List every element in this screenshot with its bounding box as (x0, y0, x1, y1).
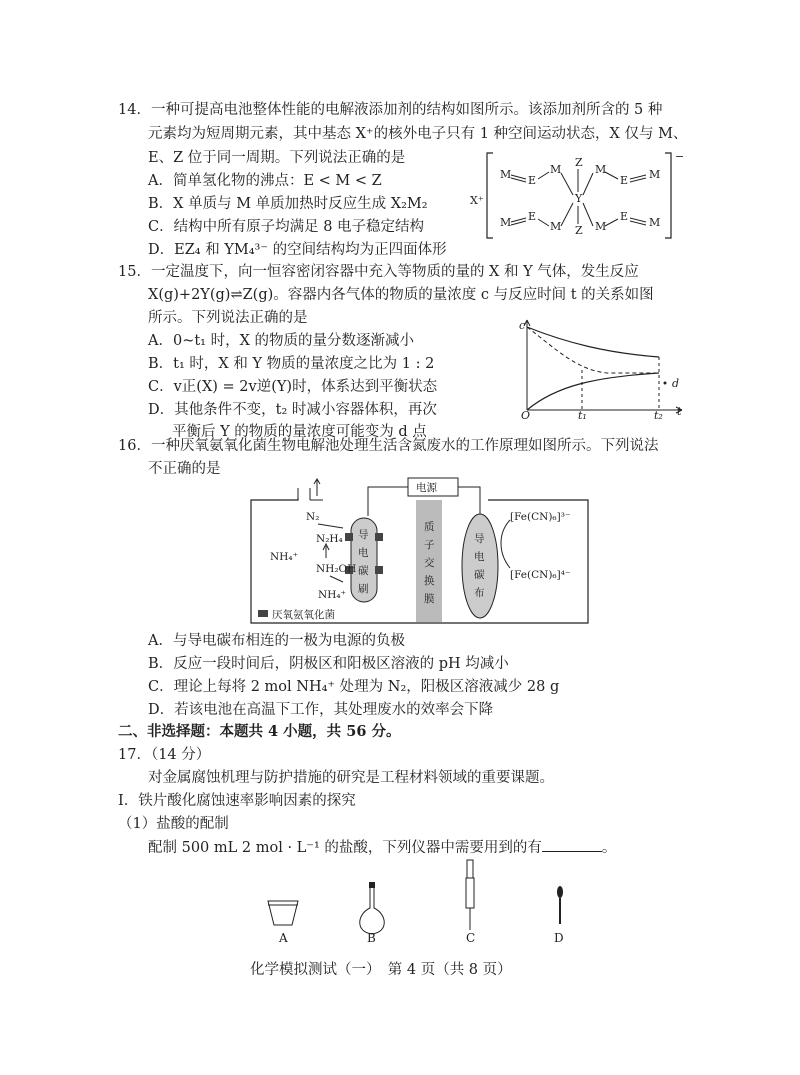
svg-text:A: A (279, 931, 288, 945)
svg-text:碳: 碳 (474, 569, 485, 581)
svg-text:质: 质 (424, 521, 435, 533)
svg-text:导: 导 (474, 533, 485, 545)
q16-stem-2: 不正确的是 (148, 461, 221, 477)
svg-text:膜: 膜 (424, 593, 435, 605)
svg-text:−: − (675, 150, 685, 163)
svg-text:厌氧氨氧化菌: 厌氧氨氧化菌 (272, 609, 335, 621)
instrument-d-dropper (546, 858, 576, 945)
instrument-c-pipette (456, 858, 486, 945)
svg-text:NH₂OH: NH₂OH (316, 563, 357, 575)
q15-option-d: D．其他条件不变，t₂ 时减小容器体积，再次 (148, 402, 437, 418)
q15-concentration-graph (517, 315, 687, 422)
svg-text:导: 导 (358, 529, 369, 541)
svg-text:E: E (620, 210, 629, 223)
q17-part-1: Ⅰ．铁片酸化腐蚀速率影响因素的探究 (118, 793, 356, 809)
instrument-a-funnel (264, 895, 304, 955)
q14-structure-figure (465, 148, 685, 248)
svg-text:Z: Z (575, 156, 583, 169)
svg-text:M: M (500, 216, 512, 229)
q17-intro: 对金属腐蚀机理与防护措施的研究是工程材料领域的重要课题。 (148, 770, 554, 786)
q16-option-a: A．与导电碳布相连的一极为电源的负极 (148, 633, 405, 649)
q15-option-a: A．0~t₁ 时，X 的物质的量分数逐渐减小 (148, 333, 415, 349)
svg-text:刷: 刷 (358, 583, 369, 595)
svg-text:d: d (672, 377, 680, 390)
svg-text:t₁: t₁ (578, 409, 587, 422)
svg-text:X⁺: X⁺ (470, 194, 484, 207)
svg-text:Y: Y (575, 192, 583, 205)
q15-option-c: C．v正(X) = 2v逆(Y)时，体系达到平衡状态 (148, 379, 438, 395)
q15-stem-1: 15．一定温度下，向一恒容密闭容器中充入等物质的量的 X 和 Y 气体，发生反应 (118, 264, 639, 280)
q14-stem-2: 元素均为短周期元素，其中基态 X⁺的核外电子只有 1 种空间运动状态，X 仅与 M、 (148, 126, 688, 142)
svg-text:t: t (677, 405, 682, 418)
svg-text:布: 布 (474, 587, 485, 599)
svg-text:C: C (466, 931, 476, 945)
svg-text:交: 交 (424, 557, 435, 569)
svg-text:N₂H₄: N₂H₄ (316, 533, 343, 545)
q14-stem-3: E、Z 位于同一周期。下列说法正确的是 (148, 150, 406, 166)
svg-text:NH₄⁺: NH₄⁺ (318, 589, 347, 601)
svg-text:D: D (554, 931, 564, 945)
svg-text:子: 子 (424, 539, 435, 551)
q14-option-a: A．简单氢化物的沸点：E < M < Z (148, 173, 382, 189)
svg-text:M: M (550, 163, 562, 176)
svg-text:E: E (620, 174, 629, 187)
svg-text:O: O (521, 409, 531, 422)
q16-option-b: B．反应一段时间后，阴极区和阳极区溶液的 pH 均减小 (148, 656, 509, 672)
svg-text:N₂: N₂ (306, 511, 320, 523)
svg-text:电: 电 (358, 547, 369, 559)
svg-text:Z: Z (575, 224, 583, 237)
svg-text:E: E (528, 210, 537, 223)
svg-text:t₂: t₂ (654, 409, 663, 422)
q15-stem-3: 所示。下列说法正确的是 (148, 310, 308, 326)
svg-text:B: B (367, 931, 376, 945)
q17-prompt-text: 配制 500 mL 2 mol · L⁻¹ 的盐酸，下列仪器中需要用到的有 (148, 840, 542, 856)
q14-option-b: B．X 单质与 M 单质加热时反应生成 X₂M₂ (148, 196, 428, 212)
svg-text:M: M (550, 220, 562, 233)
svg-text:M: M (649, 216, 661, 229)
q16-electrolysis-diagram (248, 478, 593, 628)
svg-text:M: M (500, 168, 512, 181)
section-2-heading: 二、非选择题：本题共 4 小题，共 56 分。 (118, 723, 401, 740)
q16-option-c: C．理论上每将 2 mol NH₄⁺ 处理为 N₂，阳极区溶液减少 28 g (148, 679, 560, 695)
q16-stem-1: 16．一种厌氧氨氧化菌生物电解池处理生活含氮废水的工作原理如图所示。下列说法 (118, 438, 659, 454)
q15-option-d-cont: 平衡后 Y 的物质的量浓度可能变为 d 点 (172, 424, 427, 440)
svg-text:M: M (595, 220, 607, 233)
q17-sub-1: （1）盐酸的配制 (118, 816, 229, 832)
svg-text:M: M (649, 168, 661, 181)
svg-text:[Fe(CN)₆]³⁻: [Fe(CN)₆]³⁻ (510, 511, 571, 523)
answer-blank[interactable] (542, 837, 602, 852)
q14-option-d: D．EZ₄ 和 YM₄³⁻ 的空间结构均为正四面体形 (148, 242, 447, 258)
q14-option-c: C．结构中所有原子均满足 8 电子稳定结构 (148, 219, 425, 235)
q15-stem-2: X(g)+2Y(g)⇌Z(g)。容器内各气体的物质的量浓度 c 与反应时间 t 的关系如图 (148, 287, 654, 303)
svg-text:换: 换 (424, 575, 435, 587)
page-footer: 化学模拟测试（一） 第 4 页（共 8 页） (250, 962, 512, 978)
svg-text:M: M (595, 163, 607, 176)
q17-prompt-end: 。 (601, 840, 617, 856)
instrument-b-volumetric-flask (353, 880, 393, 955)
q14-stem-1: 14．一种可提高电池整体性能的电解液添加剂的结构如图所示。该添加剂所含的 5 种 (118, 102, 663, 118)
svg-text:碳: 碳 (358, 565, 369, 577)
q17-prompt (148, 837, 616, 858)
q17-heading: 17．（14 分） (118, 747, 211, 763)
svg-text:[Fe(CN)₆]⁴⁻: [Fe(CN)₆]⁴⁻ (510, 569, 571, 581)
svg-text:电: 电 (474, 551, 485, 563)
power-label: 电源 (416, 482, 437, 494)
q15-option-b: B．t₁ 时，X 和 Y 物质的量浓度之比为 1 : 2 (148, 356, 435, 372)
svg-text:c: c (519, 319, 526, 332)
svg-text:NH₄⁺: NH₄⁺ (270, 551, 299, 563)
svg-text:E: E (528, 174, 537, 187)
q16-option-d: D．若该电池在高温下工作，其处理废水的效率会下降 (148, 702, 494, 718)
